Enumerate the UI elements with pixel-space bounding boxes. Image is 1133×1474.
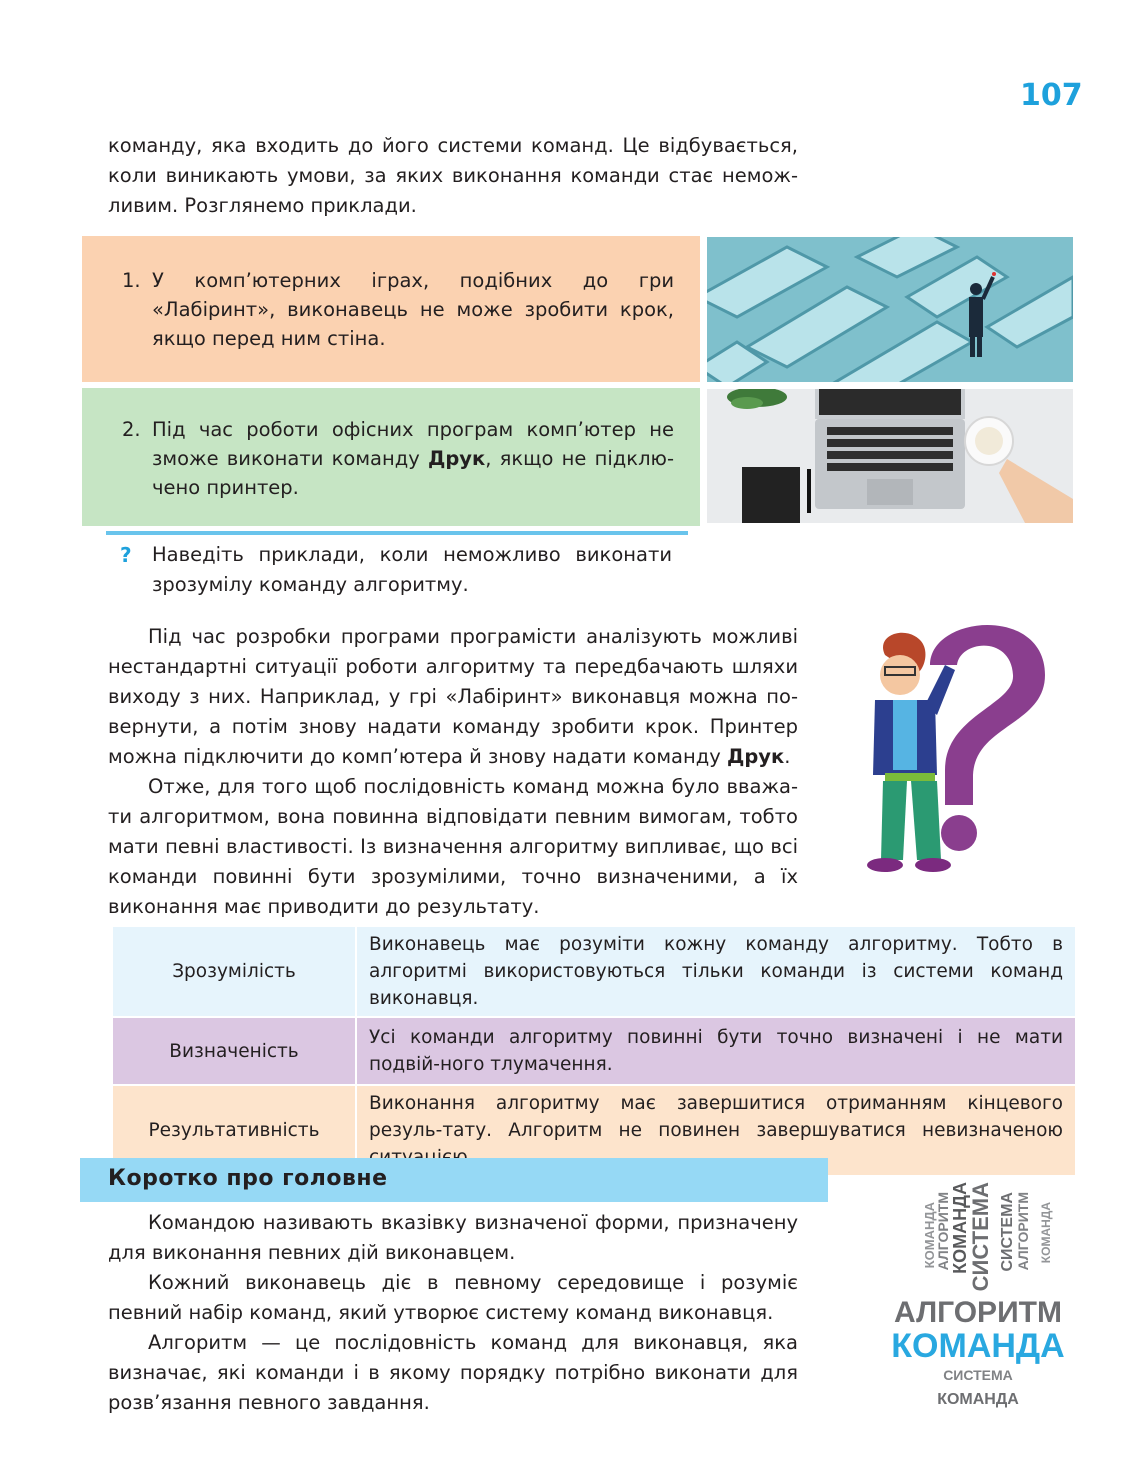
word-cloud-word: КОМАНДА (937, 1391, 1019, 1408)
example-1-text-block (122, 266, 674, 353)
main-paragraph-2: Отже, для того щоб послідовність команд можна було вважа-ти алгоритмом, вона повинна відповідати певним вимогам, тобто мати певні властивості. Із визначення алгоритму випливає, що всі команди повинні бути зрозумілими, точно визначеними, а їх виконання має приводити до результату. (108, 775, 798, 918)
examples-divider (106, 531, 688, 535)
thinking-boy-illustration (845, 605, 1055, 875)
word-cloud-word: СИСТЕМА (943, 1367, 1013, 1383)
intro-paragraph: команду, яка входить до його системи команд. Це відбувається, коли виникають умови, за яких виконання команди стає немож-ливим. Розглянемо приклади. (108, 134, 798, 217)
example-2-number: 2. (122, 418, 141, 441)
maze-photo (707, 237, 1073, 382)
word-cloud-word: АЛГОРИТМ (894, 1296, 1062, 1329)
example-2-text-before: Під час роботи офісних програм комп’ютер не зможе виконати команду (152, 418, 674, 470)
word-cloud (878, 1152, 1078, 1440)
word-cloud-word: КОМАНДА (922, 1202, 937, 1269)
summary-header-bar (80, 1158, 828, 1202)
example-2-text-block (122, 415, 674, 502)
definition-definiteness: Усі команди алгоритму повинні бути точно визначені і не мати подвій-ного тлумачення. (356, 1017, 1076, 1085)
word-cloud-word: СИСТЕМА (968, 1182, 993, 1292)
question-mark-icon: ? (120, 543, 132, 567)
laptop-desk-illustration (707, 389, 1073, 523)
term-effectiveness: Результативність (112, 1085, 356, 1176)
word-cloud-word: КОМАНДА (1039, 1202, 1053, 1264)
summary-title: Коротко про головне (108, 1166, 388, 1191)
word-cloud-image (878, 1152, 1078, 1440)
question-mark-boy-image (845, 605, 1055, 875)
main-paragraph-1-end: . (784, 745, 791, 768)
summary-paragraph-2: Кожний виконавець діє в певному середовище і розуміє певний набір команд, який утворює систему команд виконавця. (108, 1271, 798, 1324)
question-text: Наведіть приклади, коли неможливо виконати зрозумілу команду алгоритму. (152, 543, 672, 596)
example-box-2 (82, 388, 700, 526)
properties-table (111, 925, 1077, 1177)
word-cloud-word: КОМАНДА (891, 1327, 1065, 1365)
table-row (112, 1017, 1076, 1085)
word-cloud-word: КОМАНДА (950, 1182, 970, 1274)
summary-paragraph-3: Алгоритм — це послідовність команд для виконавця, яка визначає, які команди і в якому порядку потрібно виконати для розв’язання певного завдання. (108, 1331, 798, 1414)
definition-understandability: Виконавець має розуміти кожну команду алгоритму. Тобто в алгоритмі використовуються тільки команди із системи команд виконавця. (356, 926, 1076, 1017)
summary-paragraph-1: Командою називають вказівку визначеної форми, призначену для виконання певних дій виконавцем. (108, 1211, 798, 1264)
laptop-photo (707, 389, 1073, 523)
print-command-bold: Друк (427, 447, 486, 470)
summary-text (108, 1208, 798, 1418)
example-2-text-after: , якщо не підклю-чено принтер. (152, 447, 674, 499)
definition-effectiveness: Виконання алгоритму має завершитися отриманням кінцевого резуль-тату. Алгоритм не повинен завершуватися невизначеною (356, 1085, 1076, 1176)
example-1-text: У комп’ютерних іграх, подібних до гри «Лабіринт», виконавець не може зробити крок, якщо перед ним стіна. (152, 269, 674, 350)
example-2-text (122, 415, 674, 502)
example-box-1 (82, 236, 700, 382)
page-number: 107 (1020, 78, 1083, 113)
term-understandability: Зрозумілість (112, 926, 356, 1017)
example-1-number: 1. (122, 269, 141, 292)
word-cloud-word: СИСТЕМА (999, 1192, 1016, 1272)
word-cloud-word: АЛГОРИТМ (1015, 1192, 1031, 1271)
term-definiteness: Визначеність (112, 1017, 356, 1085)
word-cloud-word: АЛГОРИТМ (935, 1192, 951, 1271)
maze-illustration (707, 237, 1073, 382)
table-row (112, 926, 1076, 1017)
main-text (108, 622, 798, 922)
main-paragraph-1-text: Під час розробки програми програмісти аналізують можливі нестандартні ситуації роботи алгоритму та передбачають шляхи виходу з них. Наприклад, у грі «Лабіринт» виконавця можна по-вернути, а потім знову надати команду зробити крок. Принтер можна підключити до комп’ютера й знову надати команду (108, 625, 798, 768)
main-paragraph-1 (108, 622, 798, 772)
print-command-bold-2: Друк (726, 745, 785, 768)
